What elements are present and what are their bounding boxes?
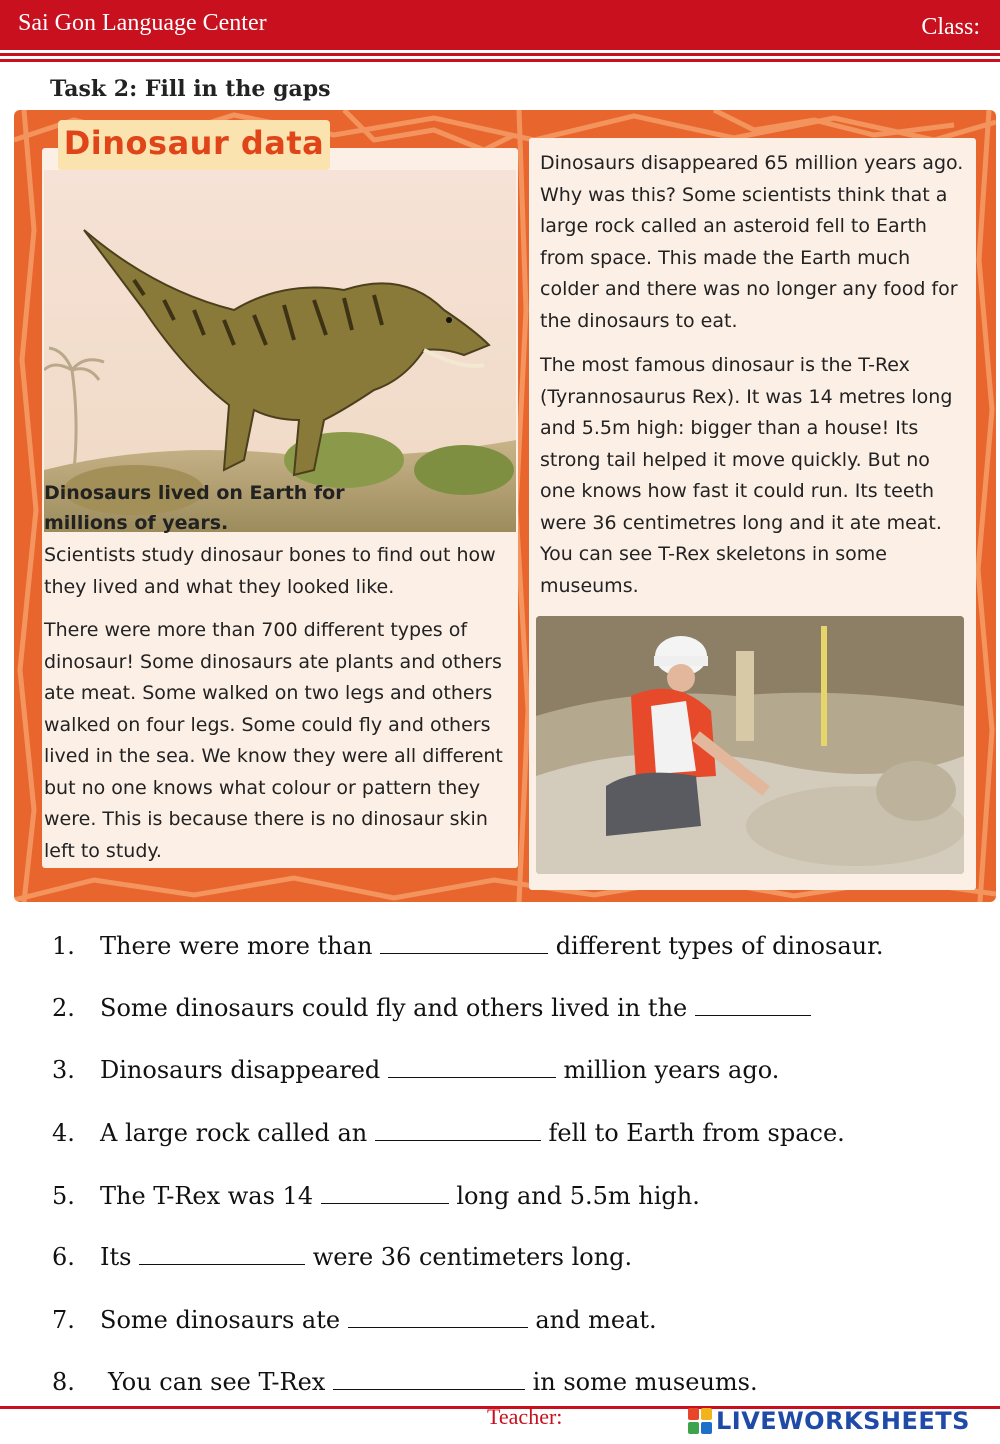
article-title-box <box>58 120 330 170</box>
question-number: 1. <box>52 932 75 960</box>
question-number: 6. <box>52 1243 75 1271</box>
school-name: Sai Gon Language Center <box>18 10 267 36</box>
header-divider-2 <box>0 59 1000 62</box>
question-number: 5. <box>52 1182 75 1210</box>
question-text-before: There were more than <box>100 932 373 960</box>
liveworksheets-logo-text: LIVEWORKSHEETS <box>716 1407 970 1435</box>
question-number: 3. <box>52 1056 75 1084</box>
article-paragraph-1: Scientists study dinosaur bones to find out how they lived and what they looked like. <box>44 544 496 598</box>
article-paragraph-4: The most famous dinosaur is the T-Rex (Tyrannosaurus Rex). It was 14 metres long and 5.5m high: bigger than a house! Its strong tail helped it move quickly. But no one knows how fast it could run. Its teeth were 36 centimetres long and it ate meat. You can see T-Rex skeletons in some museums. <box>540 354 953 597</box>
question-text-after: different types of dinosaur. <box>555 932 884 960</box>
answer-blank[interactable] <box>380 933 548 954</box>
question-text-before: Its <box>100 1243 132 1271</box>
liveworksheets-logo[interactable] <box>688 1404 970 1438</box>
task-title: Task 2: Fill in the gaps <box>50 76 331 102</box>
question-text-before: You can see T-Rex <box>108 1368 326 1396</box>
question-text-after: in some museums. <box>532 1368 758 1396</box>
article-title: Dinosaur data <box>63 124 325 162</box>
answer-blank[interactable] <box>139 1244 305 1265</box>
page-header <box>0 0 1000 50</box>
question-text-before: Some dinosaurs could fly and others lived in the <box>100 994 688 1022</box>
answer-blank[interactable] <box>348 1307 528 1328</box>
question-text-after: fell to Earth from space. <box>548 1119 845 1147</box>
reading-panel <box>14 110 996 902</box>
question-text-before: The T-Rex was 14 <box>100 1182 314 1210</box>
article-paragraph-2: There were more than 700 different types of dinosaur! Some dinosaurs ate plants and others ate meat. Some walked on two legs and others walked on four legs. Some could fly and others lived in the sea. We know they were all different but no one knows what colour or pattern they were. This is because there is no dinosaur skin left to study. <box>44 619 503 862</box>
paleontologist-photo <box>536 616 964 874</box>
image-caption: Dinosaurs lived on Earth for millions of years. <box>44 482 345 534</box>
header-divider <box>0 53 1000 56</box>
question-text-before: Some dinosaurs ate <box>100 1306 341 1334</box>
answer-blank[interactable] <box>333 1369 525 1390</box>
teacher-label: Teacher: <box>487 1404 563 1429</box>
question-number: 4. <box>52 1119 75 1147</box>
question-text-after: and meat. <box>535 1306 657 1334</box>
answer-blank[interactable] <box>695 995 811 1016</box>
question-text-before: Dinosaurs disappeared <box>100 1056 381 1084</box>
answer-blank[interactable] <box>375 1120 541 1141</box>
question-number: 8. <box>52 1368 75 1396</box>
question-text-before: A large rock called an <box>100 1119 368 1147</box>
question-text-after: million years ago. <box>563 1056 780 1084</box>
class-label: Class: <box>921 14 980 40</box>
article-paragraph-3: Dinosaurs disappeared 65 million years ago. Why was this? Some scientists think that a large rock called an asteroid fell to Earth from space. This made the Earth much colder and there was no longer any food for the dinosaurs to eat. <box>540 152 964 332</box>
answer-blank[interactable] <box>388 1057 556 1078</box>
answer-blank[interactable] <box>321 1183 449 1204</box>
liveworksheets-logo-icon <box>688 1408 712 1434</box>
question-number: 7. <box>52 1306 75 1334</box>
question-number: 2. <box>52 994 75 1022</box>
question-text-after: were 36 centimeters long. <box>312 1243 633 1271</box>
question-text-after: long and 5.5m high. <box>456 1182 700 1210</box>
